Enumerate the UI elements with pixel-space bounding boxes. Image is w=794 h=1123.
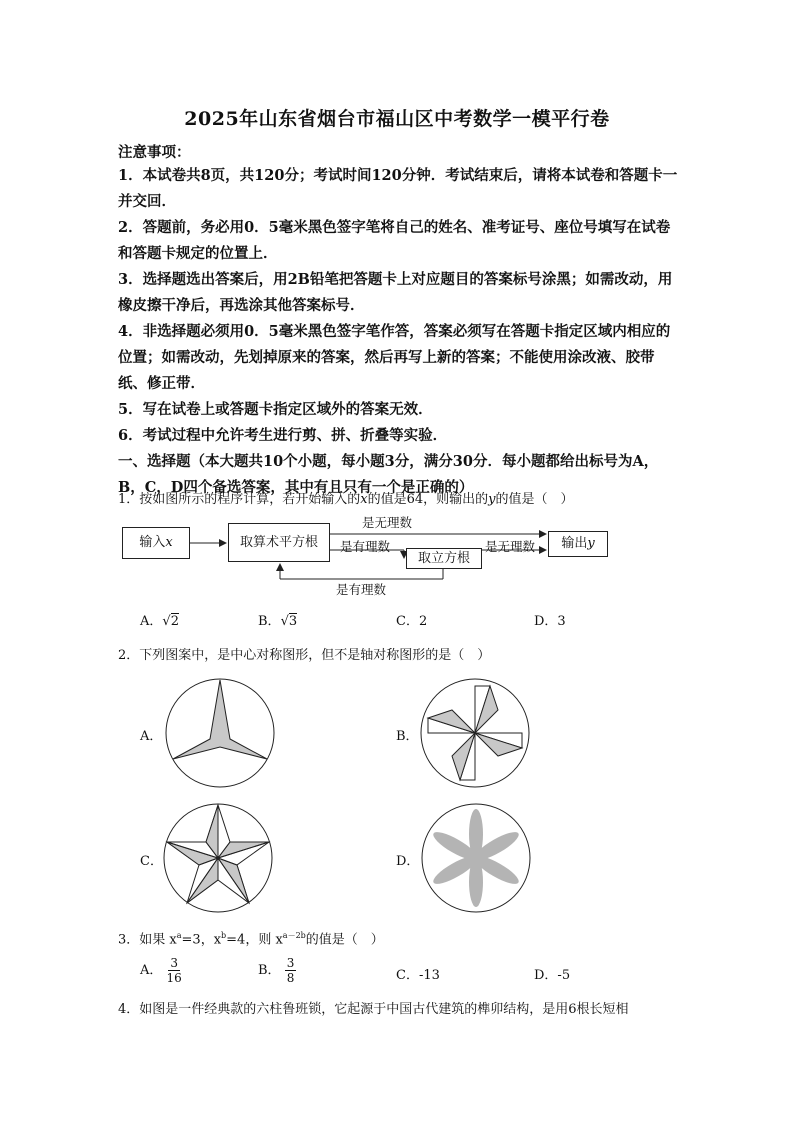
fraction: $\frac{3}{16}$	[166, 956, 182, 985]
question-4-stem: 4．如图是一件经典款的六柱鲁班锁，它起源于中国古代建筑的榫卯结构，是用6根长短相	[118, 1002, 629, 1017]
q3-option-b[interactable]: B． $\frac{3}{8}$	[258, 956, 295, 985]
notice-item-1: 1．本试卷共8页，共120分；考试时间120分钟．考试结束后，请将本试卷和答题卡一并交回．	[118, 167, 678, 210]
q1-option-b[interactable]: B．√3	[258, 614, 298, 629]
q2-option-b-label[interactable]: B．	[396, 729, 419, 744]
figure-d-six-petal-flower	[420, 802, 532, 914]
q3-option-d[interactable]: D．-5	[534, 968, 571, 983]
section-heading: 一、选择题（本大题共10个小题，每小题3分，满分30分．每小题都给出标号为A，B，C，D四个备选答案，其中有且只有一个是正确的）	[118, 453, 659, 496]
q3-option-a[interactable]: A． $\frac{3}{16}$	[140, 956, 182, 985]
flow-label-irrational-right: 是无理数	[485, 539, 536, 554]
q1-option-c[interactable]: C．2	[396, 614, 428, 629]
q1-option-d[interactable]: D．3	[534, 614, 566, 629]
flow-label-rational-mid: 是有理数	[340, 539, 391, 554]
q2-option-a-label[interactable]: A．	[140, 729, 163, 744]
q2-option-d-label[interactable]: D．	[396, 854, 420, 869]
flow-cbrt-box: 取立方根	[406, 548, 482, 569]
sqrt-symbol: √	[280, 614, 289, 629]
q2-option-c-label[interactable]: C．	[140, 854, 163, 869]
question-1-stem: 1．按如图所示的程序计算，若开始输入的x的值是64，则输出的y的值是（ ）	[118, 492, 574, 507]
flow-output-box: 输出y	[548, 531, 608, 557]
figure-a-three-point-star	[164, 677, 276, 789]
notice-item-6: 6．考试过程中允许考生进行剪、拼、折叠等实验．	[118, 427, 448, 444]
notice-item-4: 4．非选择题必须用0．5毫米黑色签字笔作答，答案必须写在答题卡指定区域内相应的位置；如需改动，先划掉原来的答案，然后再写上新的答案；不能使用涂改液、胶带纸、修正带．	[118, 323, 671, 392]
q1-option-a[interactable]: A．√2	[140, 614, 179, 629]
exam-title: 2025年山东省烟台市福山区中考数学一模平行卷	[184, 108, 610, 130]
flow-input-box: 输入x	[122, 527, 190, 559]
figure-b-pinwheel	[420, 678, 530, 788]
flow-label-irrational-top: 是无理数	[362, 515, 413, 530]
notice-item-3: 3．选择题选出答案后，用2B铅笔把答题卡上对应题目的答案标号涂黑；如需改动，用橡皮擦干净后，再选涂其他答案标号．	[118, 271, 673, 314]
fraction: $\frac{3}{8}$	[286, 956, 295, 985]
flow-label-rational-bottom: 是有理数	[336, 582, 387, 597]
q3-option-c[interactable]: C．-13	[396, 968, 440, 983]
question-3-stem: 3．如果 $x^a=3$，$x^b=4$，则 $x^{a-2b}$的值是（ ）	[118, 931, 384, 948]
notice-item-5: 5．写在试卷上或答题卡指定区域外的答案无效．	[118, 401, 433, 418]
figure-c-five-point-star	[162, 802, 274, 914]
sqrt-symbol: √	[162, 614, 171, 629]
flow-sqrt-box: 取算术平方根	[228, 523, 330, 562]
notice-item-2: 2．答题前，务必用0．5毫米黑色签字笔将自己的姓名、准考证号、座位号填写在试卷和答题卡规定的位置上．	[118, 219, 671, 262]
question-2-stem: 2．下列图案中，是中心对称图形，但不是轴对称图形的是（ ）	[118, 648, 491, 663]
notice-heading: 注意事项：	[118, 144, 191, 161]
